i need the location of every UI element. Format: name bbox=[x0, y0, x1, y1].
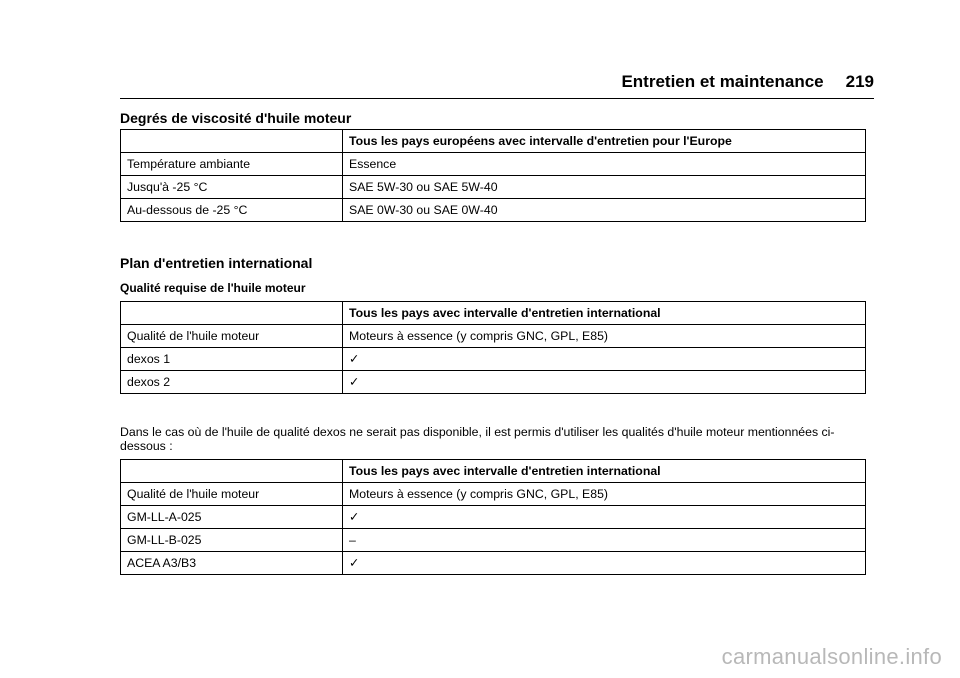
viscosity-heading: Degrés de viscosité d'huile moteur bbox=[120, 110, 352, 126]
table-header-row bbox=[121, 460, 866, 483]
table-cell: Qualité de l'huile moteur bbox=[121, 325, 343, 348]
check-mark-cell: ✓ bbox=[343, 348, 866, 371]
table-cell: ACEA A3/B3 bbox=[121, 552, 343, 575]
table-cell: Température ambiante bbox=[121, 153, 343, 176]
table-cell: Au-dessous de -25 °C bbox=[121, 199, 343, 222]
table-cell: dexos 1 bbox=[121, 348, 343, 371]
alternative-quality-table bbox=[120, 459, 866, 575]
table-row bbox=[121, 506, 866, 529]
quality-table bbox=[120, 301, 866, 394]
table-cell-empty bbox=[121, 130, 343, 153]
check-mark-cell: ✓ bbox=[343, 506, 866, 529]
check-mark-cell: ✓ bbox=[343, 552, 866, 575]
viscosity-table bbox=[120, 129, 866, 222]
table-cell: Moteurs à essence (y compris GNC, GPL, E85) bbox=[343, 483, 866, 506]
table-row bbox=[121, 176, 866, 199]
table-column-header: Tous les pays avec intervalle d'entretien international bbox=[343, 460, 866, 483]
table-row bbox=[121, 483, 866, 506]
table-cell: Jusqu'à -25 °C bbox=[121, 176, 343, 199]
page-number: 219 bbox=[845, 72, 874, 91]
table-row bbox=[121, 325, 866, 348]
table-row bbox=[121, 348, 866, 371]
table-cell: GM-LL-B-025 bbox=[121, 529, 343, 552]
table-cell: SAE 0W-30 ou SAE 0W-40 bbox=[343, 199, 866, 222]
table-row bbox=[121, 153, 866, 176]
plan-subheading: Qualité requise de l'huile moteur bbox=[120, 281, 306, 295]
table-row bbox=[121, 371, 866, 394]
table-row bbox=[121, 199, 866, 222]
table-cell-empty bbox=[121, 302, 343, 325]
header-divider bbox=[120, 98, 874, 99]
table-column-header: Tous les pays avec intervalle d'entretien international bbox=[343, 302, 866, 325]
table-cell: dexos 2 bbox=[121, 371, 343, 394]
table-cell: SAE 5W-30 ou SAE 5W-40 bbox=[343, 176, 866, 199]
table-cell: Qualité de l'huile moteur bbox=[121, 483, 343, 506]
table-header-row bbox=[121, 302, 866, 325]
table-header-row bbox=[121, 130, 866, 153]
dash-cell: – bbox=[343, 529, 866, 552]
table-column-header: Tous les pays européens avec intervalle d'entretien pour l'Europe bbox=[343, 130, 866, 153]
page-header bbox=[120, 72, 874, 96]
table-cell-empty bbox=[121, 460, 343, 483]
table-cell: GM-LL-A-025 bbox=[121, 506, 343, 529]
fallback-note: Dans le cas où de l'huile de qualité dexos ne serait pas disponible, il est permis d'utiliser les qualités d'huile moteur mentionnées ci-dessous : bbox=[120, 425, 835, 453]
table-row bbox=[121, 529, 866, 552]
table-cell: Moteurs à essence (y compris GNC, GPL, E85) bbox=[343, 325, 866, 348]
header-title: Entretien et maintenance bbox=[621, 72, 824, 91]
plan-heading: Plan d'entretien international bbox=[120, 255, 313, 271]
table-cell: Essence bbox=[343, 153, 866, 176]
table-row bbox=[121, 552, 866, 575]
check-mark-cell: ✓ bbox=[343, 371, 866, 394]
site-watermark: carmanualsonline.info bbox=[721, 644, 942, 669]
